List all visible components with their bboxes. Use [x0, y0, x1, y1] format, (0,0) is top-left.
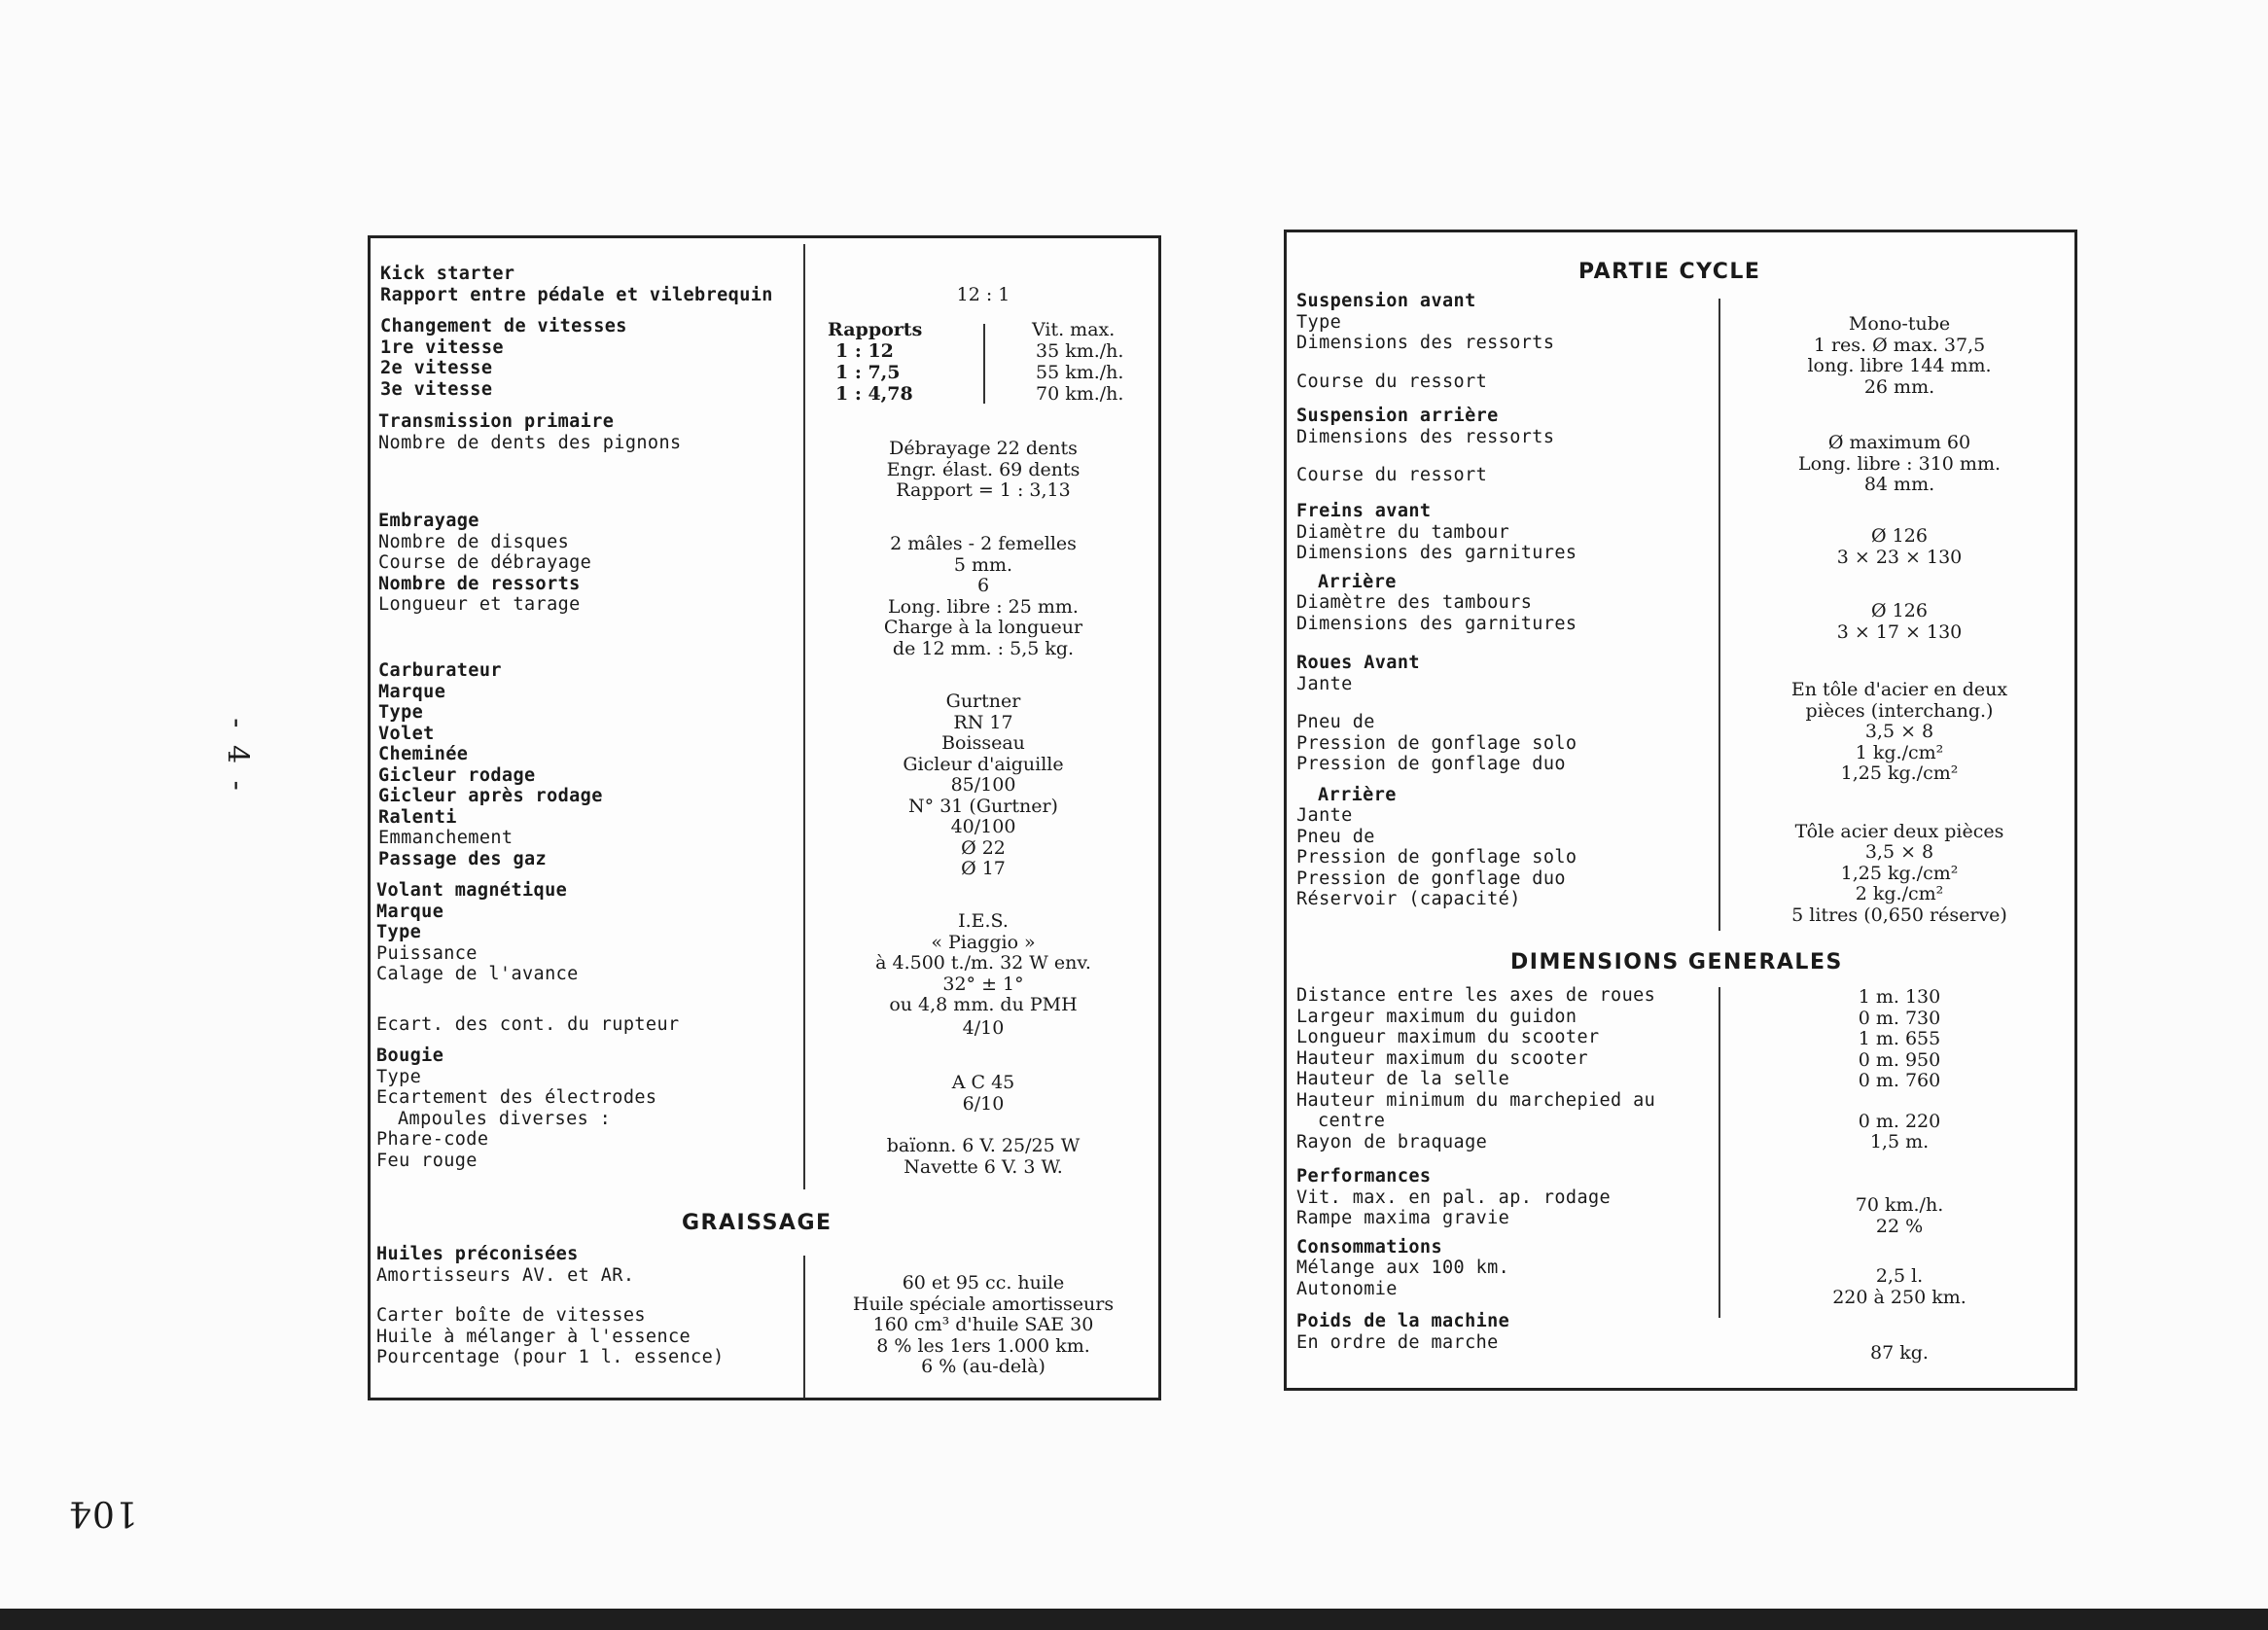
- spec-value: N° 31 (Gurtner): [908, 795, 1058, 817]
- spec-value: Long. libre : 25 mm.: [888, 595, 1079, 618]
- spec-label: Consommations: [1296, 1236, 1442, 1258]
- side-page-mark: - 4 -: [220, 718, 255, 795]
- spec-value: ou 4,8 mm. du PMH: [889, 994, 1078, 1015]
- spec-value: « Piaggio »: [931, 931, 1036, 953]
- spec-label: Carburateur: [378, 660, 502, 681]
- spec-label-group: [1296, 291, 1554, 392]
- spec-value: Ø 126: [1871, 525, 1928, 547]
- spec-value: 5 litres (0,650 réserve): [1791, 904, 2007, 926]
- spec-label: Ecart. des cont. du rupteur: [376, 1014, 680, 1035]
- spec-label: Rampe maxima gravie: [1296, 1208, 1510, 1228]
- spec-label: Passage des gaz: [378, 848, 548, 869]
- spec-label: Kick starter: [380, 264, 515, 284]
- spec-label: Hauteur maximum du scooter: [1296, 1047, 1588, 1069]
- spec-value: 87 kg.: [1870, 1342, 1929, 1364]
- spec-value: 1,5 m.: [1869, 1131, 1930, 1152]
- spec-value: 84 mm.: [1863, 474, 1935, 495]
- spec-value: 0 m. 220: [1858, 1110, 1941, 1132]
- spec-value: Engr. élast. 69 dents: [886, 458, 1081, 480]
- spec-value-group: [808, 534, 1158, 659]
- section-title-partie-cycle: PARTIE CYCLE: [1578, 260, 1761, 284]
- spec-label-group: [1296, 1166, 1611, 1353]
- spec-value: 0 m. 950: [1858, 1048, 1941, 1071]
- speed-value: 35 km./h.: [1036, 340, 1124, 362]
- spec-value: pièces (interchang.): [1805, 699, 1994, 722]
- ratio-header: Rapports: [828, 319, 923, 340]
- spec-value: 2,5 l.: [1875, 1265, 1924, 1287]
- spec-label-group: [376, 1014, 680, 1036]
- scan-edge-bar: [0, 1609, 2268, 1630]
- spec-label: Pourcentage (pour 1 l. essence): [376, 1347, 725, 1367]
- ratio-value: 1 : 4,78: [835, 383, 913, 405]
- spec-value: Long. libre : 310 mm.: [1797, 452, 2002, 475]
- spec-label: Freins avant: [1296, 501, 1432, 521]
- spec-label: Suspension avant: [1296, 291, 1476, 311]
- column-divider: [803, 1256, 805, 1398]
- spec-value: A C 45: [951, 1072, 1015, 1093]
- spec-label: Dimensions des garnitures: [1296, 543, 1577, 563]
- spec-label: Calage de l'avance: [376, 964, 579, 984]
- spec-label: Largeur maximum du guidon: [1296, 1006, 1577, 1027]
- spec-value: 1 m. 130: [1858, 986, 1941, 1008]
- spec-label: Pneu de: [1296, 826, 1375, 847]
- spec-label-group: [380, 316, 627, 400]
- spec-value: 4/10: [962, 1017, 1005, 1039]
- spec-value: En tôle d'acier en deux: [1790, 679, 2008, 700]
- spec-label: Longueur maximum du scooter: [1296, 1027, 1600, 1047]
- spec-label: Ralenti: [378, 806, 457, 828]
- spec-value: Gicleur d'aiguille: [903, 753, 1064, 775]
- spec-label: Nombre de disques: [378, 531, 570, 552]
- spec-label: Autonomie: [1296, 1278, 1398, 1299]
- spec-label: Poids de la machine: [1296, 1311, 1510, 1331]
- spec-value: Débrayage 22 dents: [889, 438, 1078, 459]
- spec-label: Mélange aux 100 km.: [1296, 1258, 1510, 1278]
- spec-value: 8 % les 1ers 1.000 km.: [876, 1334, 1090, 1357]
- spec-label: Suspension arrière: [1296, 406, 1499, 426]
- spec-value: à 4.500 t./m. 32 W env.: [875, 952, 1091, 974]
- spec-label: Amortisseurs AV. et AR.: [376, 1264, 635, 1286]
- spec-label: 2e vitesse: [380, 358, 493, 378]
- spec-value-group: [1724, 314, 2074, 398]
- spec-label: Huile à mélanger à l'essence: [376, 1326, 691, 1347]
- spec-label: Diamètre du tambour: [1296, 521, 1510, 543]
- section-title-dimensions: DIMENSIONS GENERALES: [1510, 950, 1843, 974]
- spec-value: 3 × 23 × 130: [1836, 546, 1963, 568]
- spec-label: Gicleur après rodage: [378, 786, 603, 806]
- spec-label: Hauteur de la selle: [1296, 1069, 1510, 1089]
- spec-label: Bougie: [376, 1045, 444, 1066]
- spec-label: Volet: [378, 723, 435, 744]
- spec-label: Type: [376, 922, 422, 942]
- spec-value: 60 et 95 cc. huile: [902, 1272, 1065, 1293]
- spec-label: Jante: [1296, 805, 1353, 826]
- spec-label: Volant magnétique: [376, 880, 568, 901]
- page-number: 104: [68, 1493, 138, 1533]
- spec-label: Roues Avant: [1296, 653, 1420, 673]
- spec-label: Course de débrayage: [378, 552, 592, 573]
- spec-label: Cheminée: [378, 744, 469, 764]
- spec-value-group: [1724, 987, 2074, 1153]
- spec-value: 3,5 × 8: [1864, 841, 1934, 863]
- spec-label: Jante: [1296, 673, 1353, 694]
- spec-label: Performances: [1296, 1166, 1432, 1187]
- spec-value: 2 mâles - 2 femelles: [890, 533, 1077, 554]
- spec-label: 1re vitesse: [380, 337, 504, 358]
- spec-value: Huile spéciale amortisseurs: [852, 1293, 1115, 1315]
- spec-value: Ø 17: [961, 858, 1006, 879]
- spec-label: Course du ressort: [1296, 371, 1488, 392]
- speed-value: 70 km./h.: [1036, 383, 1124, 405]
- spec-value: 40/100: [950, 816, 1016, 837]
- spec-value: 32° ± 1°: [942, 973, 1024, 995]
- column-divider: [1719, 987, 1720, 1318]
- column-divider: [1719, 299, 1720, 931]
- spec-label: Feu rouge: [376, 1150, 478, 1171]
- spec-label: Dimensions des ressorts: [1296, 333, 1555, 353]
- spec-label: Dimensions des ressorts: [1296, 426, 1555, 447]
- spec-value-group: [1724, 526, 2074, 643]
- spec-value-group: [808, 691, 1158, 880]
- spec-label-group: [1296, 406, 1554, 486]
- spec-label: Ecartement des électrodes: [376, 1087, 657, 1108]
- spec-value: 6 % (au-delà): [921, 1356, 1045, 1377]
- spec-label: Pneu de: [1296, 712, 1375, 732]
- spec-value: 1,25 kg./cm²: [1840, 762, 1959, 784]
- spec-label: Type: [376, 1066, 422, 1087]
- spec-value: de 12 mm. : 5,5 kg.: [892, 637, 1075, 659]
- column-divider: [803, 244, 805, 1189]
- spec-value: 160 cm³ d'huile SAE 30: [872, 1314, 1094, 1335]
- spec-value: 22 %: [1875, 1215, 1924, 1237]
- spec-label: Arrière: [1318, 571, 1397, 592]
- spec-value-group: [808, 439, 1158, 502]
- spec-label: Diamètre des tambours: [1296, 592, 1533, 613]
- spec-value: RN 17: [953, 711, 1013, 733]
- spec-value: 1 kg./cm²: [1855, 741, 1944, 763]
- spec-label: Puissance: [376, 942, 478, 964]
- spec-label-group: [378, 660, 603, 869]
- spec-label: Emmanchement: [378, 828, 514, 848]
- spec-label: Ampoules diverses :: [398, 1108, 612, 1129]
- spec-label: Marque: [378, 681, 446, 702]
- spec-label: Changement de vitesses: [380, 316, 627, 337]
- spec-value-group: [1724, 1195, 2074, 1364]
- spec-label-group: [376, 880, 579, 985]
- spec-value: 70 km./h.: [1855, 1194, 1944, 1216]
- speed-header: Vit. max.: [1032, 319, 1116, 340]
- spec-label: Type: [1296, 311, 1342, 333]
- spec-value: Gurtner: [945, 691, 1021, 712]
- spec-value-group: [1724, 680, 2074, 926]
- spec-value: Ø 126: [1871, 600, 1928, 621]
- spec-label: 3e vitesse: [380, 378, 493, 400]
- spec-label-group: [1296, 985, 1655, 1152]
- spec-label: En ordre de marche: [1296, 1331, 1499, 1353]
- spec-label-group: [1296, 501, 1577, 634]
- spec-value: Boisseau: [941, 732, 1025, 754]
- spec-label: Pression de gonflage solo: [1296, 847, 1577, 868]
- spec-value-group: [1724, 433, 2074, 496]
- spec-label: Course du ressort: [1296, 465, 1488, 485]
- spec-label: Pression de gonflage duo: [1296, 754, 1566, 774]
- spec-label: Rapport entre pédale et vilebrequin: [380, 284, 773, 305]
- spec-value: 26 mm.: [1863, 375, 1935, 398]
- spec-label: Transmission primaire: [378, 411, 615, 432]
- spec-label: centre: [1318, 1111, 1386, 1131]
- spec-value: 5 mm.: [953, 553, 1013, 576]
- spec-value: 0 m. 730: [1858, 1007, 1941, 1029]
- speed-value: 55 km./h.: [1036, 362, 1124, 383]
- spec-label: Réservoir (capacité): [1296, 889, 1521, 909]
- spec-value: I.E.S.: [958, 910, 1009, 932]
- spec-value: Ø 22: [961, 836, 1006, 859]
- spec-label: Arrière: [1318, 784, 1397, 805]
- spec-value: 6: [976, 575, 990, 596]
- spec-value: 2 kg./cm²: [1855, 883, 1944, 904]
- spec-label-group: [376, 1244, 725, 1368]
- spec-label: Longueur et tarage: [378, 594, 581, 615]
- spec-value: long. libre 144 mm.: [1807, 355, 1992, 376]
- spec-value: Ø maximum 60: [1827, 432, 1971, 453]
- spec-value: Navette 6 V. 3 W.: [904, 1155, 1063, 1178]
- engine-spec-table: [368, 235, 1161, 1400]
- spec-value: 3,5 × 8: [1864, 721, 1934, 742]
- spec-label: Marque: [376, 901, 444, 922]
- spec-label: Nombre de dents des pignons: [378, 432, 682, 453]
- spec-label: Nombre de ressorts: [378, 573, 581, 594]
- spec-value-group: [808, 1273, 1158, 1378]
- ratio-value: 1 : 7,5: [835, 362, 901, 383]
- spec-value: 3 × 17 × 130: [1836, 620, 1963, 643]
- spec-value: 0 m. 760: [1858, 1070, 1941, 1091]
- spec-label: Embrayage: [378, 511, 479, 531]
- spec-label: Carter boîte de vitesses: [376, 1305, 646, 1326]
- spec-label: Hauteur minimum du marchepied au: [1296, 1089, 1656, 1111]
- spec-label: Distance entre les axes de roues: [1296, 985, 1656, 1006]
- spec-label: Huiles préconisées: [376, 1244, 579, 1264]
- spec-value: Tôle acier deux pièces: [1794, 820, 2004, 842]
- spec-label-group: [376, 1045, 656, 1171]
- spec-value: 1 res. Ø max. 37,5: [1813, 334, 1986, 356]
- spec-label-group: [378, 511, 591, 616]
- spec-label: Type: [378, 702, 424, 723]
- cycle-spec-table: [1284, 230, 2077, 1391]
- spec-label: Phare-code: [376, 1129, 489, 1150]
- spec-label-group: [378, 411, 682, 453]
- spec-value: 1 m. 655: [1858, 1028, 1941, 1049]
- section-title-graissage: GRAISSAGE: [682, 1211, 833, 1235]
- spec-value: 12 : 1: [956, 284, 1010, 305]
- spec-value-group: [808, 911, 1158, 1016]
- spec-label: Vit. max. en pal. ap. rodage: [1296, 1187, 1612, 1208]
- spec-label: Gicleur rodage: [378, 764, 536, 786]
- spec-label: Pression de gonflage duo: [1296, 868, 1566, 889]
- spec-value: 1,25 kg./cm²: [1840, 862, 1959, 884]
- spec-label: Rayon de braquage: [1296, 1131, 1488, 1152]
- spec-value: 85/100: [950, 774, 1016, 796]
- spec-value: 220 à 250 km.: [1832, 1286, 1967, 1308]
- ratio-divider: [983, 324, 985, 404]
- spec-label: Dimensions des garnitures: [1296, 613, 1577, 634]
- spec-value: Charge à la longueur: [883, 617, 1083, 638]
- spec-value-group: [808, 1073, 1158, 1178]
- spec-label: Pression de gonflage solo: [1296, 732, 1577, 754]
- spec-value: baïonn. 6 V. 25/25 W: [886, 1135, 1081, 1156]
- spec-value: Mono-tube: [1848, 313, 1951, 335]
- spec-label-group: [380, 264, 773, 305]
- spec-label-group: [1296, 653, 1577, 910]
- ratio-value: 1 : 12: [835, 340, 894, 362]
- spec-value: 6/10: [962, 1092, 1005, 1115]
- spec-value: Rapport = 1 : 3,13: [896, 479, 1071, 501]
